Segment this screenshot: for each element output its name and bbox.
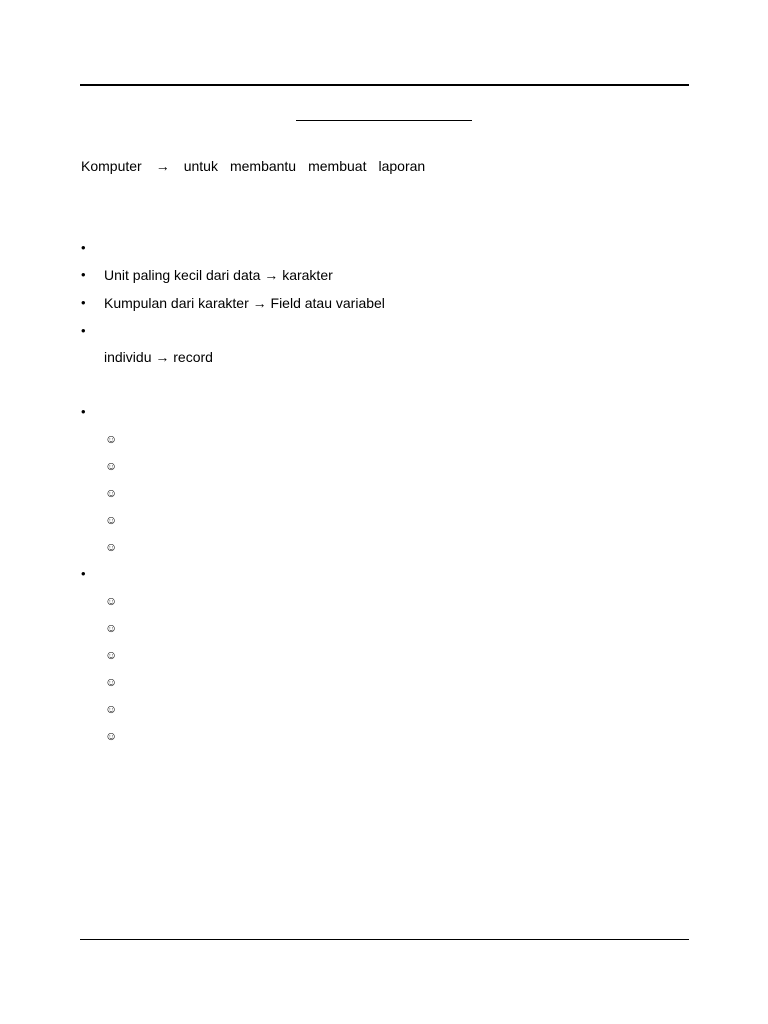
title-underline — [296, 120, 472, 121]
intro-word: membuat — [308, 158, 367, 174]
list-item-continuation: individu → record — [104, 349, 213, 365]
bullet-icon: • — [81, 295, 86, 310]
smiley-icon: ☺ — [105, 702, 118, 716]
intro-line — [81, 157, 425, 175]
smiley-icon: ☺ — [105, 540, 118, 554]
smiley-icon: ☺ — [105, 459, 118, 473]
intro-subject: Komputer — [81, 158, 142, 174]
list-item: Unit paling kecil dari data → karakter — [104, 267, 333, 283]
smiley-icon: ☺ — [105, 621, 118, 635]
list-item: Kumpulan dari karakter → Field atau variabel — [104, 295, 385, 311]
bullet-icon: • — [81, 267, 86, 282]
footer-rule — [80, 939, 689, 940]
intro-word: laporan — [378, 158, 426, 174]
intro-word: untuk — [183, 158, 218, 174]
bullet-icon: • — [81, 404, 86, 419]
smiley-icon: ☺ — [105, 729, 118, 743]
smiley-icon: ☺ — [105, 486, 118, 500]
bullet-icon: • — [81, 566, 86, 581]
smiley-icon: ☺ — [105, 594, 118, 608]
intro-word: membantu — [229, 158, 297, 174]
bullet-icon: • — [81, 323, 86, 338]
header-rule — [80, 84, 689, 86]
bullet-icon: • — [81, 240, 86, 255]
smiley-icon: ☺ — [105, 432, 118, 446]
smiley-icon: ☺ — [105, 513, 118, 527]
smiley-icon: ☺ — [105, 648, 118, 662]
arrow-icon: → — [155, 158, 170, 174]
smiley-icon: ☺ — [105, 675, 118, 689]
